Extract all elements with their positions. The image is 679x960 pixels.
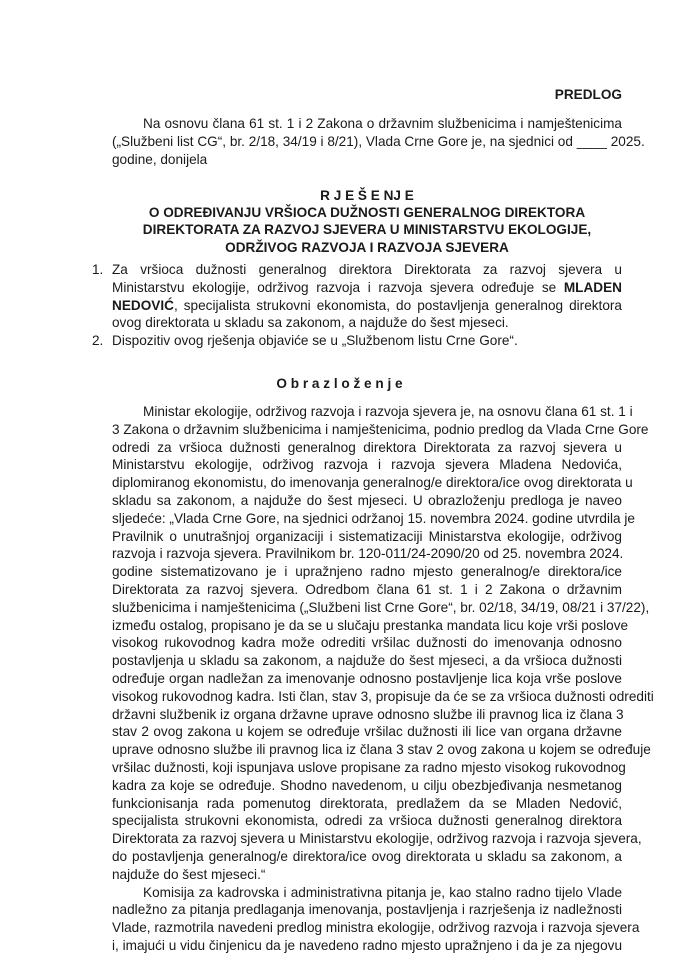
dispositive-list [92, 261, 622, 350]
text-line: do postavljenja generalnog/e direktora/ice ovog direktorata u skladu sa zakonom, a [112, 848, 622, 864]
title-line: ODRŽIVOG RAZVOJA I RAZVOJA SJEVERA [225, 239, 509, 255]
intro-paragraph [112, 115, 645, 168]
text-line: visokog rukovodnog kadra. Isti član, stav 3, propisuje da će se za vršioca dužnosti odrediti [112, 688, 654, 704]
appointee-last-name: NEDOVIĆ [112, 297, 174, 313]
text-line: i, imajući u vidu činjenicu da je navedeno radno mjesto upražnjeno i da je za njegovu [112, 937, 622, 953]
text-line: državni službenik iz organa državne uprave odnosno službe ili pravnog lica iz člana 3 [112, 706, 624, 722]
text-line: određuje organ nadležan za imenovanje odnosno postavljenje lica koja vrše poslove [112, 670, 622, 686]
text-line: godine sistematizovano je i upražnjeno radno mjesto generalnog/e direktora/ice [112, 564, 622, 580]
text-line: između ostalog, propisano je da se u slučaju prestanka mandata licu koje vrši poslove [112, 617, 629, 633]
rationale-body [112, 403, 654, 955]
text-line: kadra za koje se određuje. Shodno navedenom, u cilju obezbjeđivanja nesmetanog [112, 777, 622, 793]
document-status-label: PREDLOG [554, 87, 622, 102]
text-line: visokog rukovodnog kadra može odrediti vršilac dužnosti do imenovanja odnosno [112, 635, 622, 651]
item-number: 1. [92, 262, 104, 277]
rationale-heading: O b r a z l o ž e n j e [276, 376, 403, 391]
rationale-paragraph-1 [112, 403, 654, 884]
rationale-paragraph-2 [112, 884, 640, 955]
text-line: postavljenja u skladu sa zakonom, a najduže do šest mjeseci, a da vršioca dužnosti [112, 653, 622, 669]
item-number: 2. [92, 333, 104, 349]
text-line: 3 Zakona o državnim službenicima i namještenicima, podnio predlog da Vlada Crne Gore [112, 421, 649, 437]
title-line: O ODREĐIVANJU VRŠIOCA DUŽNOSTI GENERALNOG DIREKTORA [148, 205, 586, 221]
text-line: nadležno za pitanja predlaganja imenovanja, postavljenja i razrješenja iz nadležnosti [112, 902, 622, 918]
item-text: , specijalista strukovni ekonomista, do postavljenja generalnog direktora [173, 297, 622, 313]
item-line: ovog direktorata u skladu sa zakonom, a najduže do šest mjeseci. [112, 315, 509, 331]
text-line: Vlade, razmotrila navedeni predlog ministra ekologije, održivog razvoja i razvoja sjevera [112, 920, 640, 936]
item-line [112, 279, 622, 297]
dispositive-item-2 [92, 332, 622, 350]
decision-title [80, 187, 654, 256]
text-line: vršilac dužnosti, koji ispunjava uslove propisane za radno mjesto visokog rukovodnog [112, 759, 626, 775]
item-line: Dispozitiv ovog rješenja objaviće se u „Službenom listu Crne Gore“. [112, 333, 518, 349]
text-line: uprave odnosno službe ili pravnog lica iz člana 3 stav 2 ovog zakona u kojem se određuje [112, 742, 651, 758]
text-line: Na osnovu člana 61 st. 1 i 2 Zakona o državnim službenicima i namještenicima [143, 116, 622, 131]
text-line: skladu sa zakonom, a najduže do šest mjeseci. U obrazloženju predloga je naveo [112, 492, 622, 508]
text-line: Direktorata za razvoj sjevera. Odredbom člana 61 st. 1 i 2 Zakona o državnim [112, 581, 622, 597]
text-line: stav 2 ovog zakona u kojem se određuje vršilac dužnosti ili lice van organa državne [112, 724, 622, 740]
text-line: Ministar ekologije, održivog razvoja i razvoja sjevera je, na osnovu člana 61 st. 1 i [143, 404, 633, 419]
text-line: godine, donijela [112, 151, 208, 167]
text-line: odredi za vršioca dužnosti generalnog direktora Direktorata za razvoj sjevera u [112, 439, 622, 455]
title-line: DIREKTORATA ZA RAZVOJ SJEVERA U MINISTARSTVU EKOLOGIJE, [142, 222, 592, 238]
text-line: Pravilnik o unutrašnjoj organizaciji i sistematizaciji Ministarstva ekologije, održivog [112, 528, 622, 544]
text-line: specijalista strukovni ekonomista, odredi za vršioca dužnosti generalnog direktora [112, 813, 622, 829]
appointee-first-name: MLADEN [563, 279, 622, 295]
text-line: funkcionisanja rada pomenutog direktorata, predlažem da se Mladen Nedović, [112, 795, 622, 811]
text-line: Direktorata za razvoj sjevera u Ministarstvu ekologije, održivog razvoja i razvoja sjevera, [112, 831, 642, 847]
item-text: Ministarstvu ekologije, održivog razvoja i razvoja sjevera određuje se [112, 279, 564, 295]
text-line: diplomiranog ekonomistu, do imenovanja generalnog/e direktora/ice ovog direktorata u [112, 475, 633, 491]
decision-heading: R J E Š E NJ E [320, 188, 414, 203]
item-line: Za vršioca dužnosti generalnog direktora Direktorata za razvoj sjevera u [112, 262, 622, 277]
text-line: („Službeni list CG“, br. 2/18, 34/19 i 8/21), Vlada Crne Gore je, na sjednici od ____ 2025. [112, 133, 645, 149]
text-line: službenicima i namještenicima („Službeni list Crne Gore“, br. 02/18, 34/19, 08/21 i 37/22), [112, 599, 650, 615]
text-line: razvoja i razvoja sjevera. Pravilnikom br. 120-011/24-2090/20 od 25. novembra 2024. [112, 546, 624, 562]
text-line: Komisija za kadrovska i administrativna pitanja je, kao stalno radno tijelo Vlade [143, 884, 622, 900]
text-line: najduže do šest mjeseci.“ [112, 866, 266, 882]
item-line [112, 297, 622, 315]
dispositive-item-1 [92, 261, 622, 332]
text-line: sljedeće: „Vlada Crne Gore, na sjednici održanoj 15. novembra 2024. godine utvrdila je [112, 510, 635, 526]
text-line: Ministarstvu ekologije, održivog razvoja i razvoja sjevera Mladena Nedovića, [112, 457, 622, 473]
